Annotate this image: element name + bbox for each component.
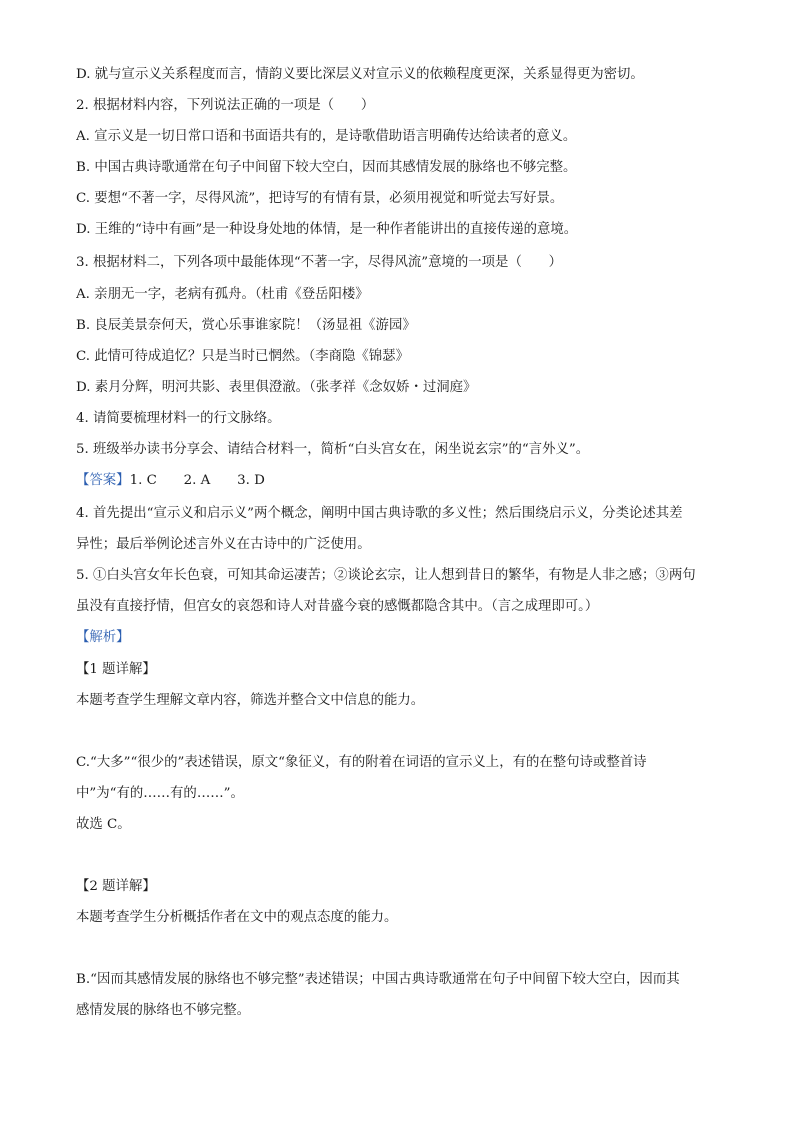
option-2b: B. 中国古典诗歌通常在句子中间留下较大空白，因而其感情发展的脉络也不够完整。	[76, 160, 577, 175]
question-2: 2. 根据材料内容，下列说法正确的一项是（ ）	[76, 98, 375, 113]
detail-1-line-2: 中”为“有的……有的……”。	[76, 786, 244, 801]
answer-tag: 【答案】	[76, 473, 130, 488]
detail-1-line-1: C.“大多”“很少的”表述错误，原文“象征义，有的附着在词语的宣示义上，有的在整句诗或整首诗	[76, 755, 647, 770]
answer-5-line-2: 虽没有直接抒情，但宫女的哀怨和诗人对昔盛今衰的感慨都隐含其中。（言之成理即可。）	[76, 599, 599, 614]
detail-1-intro: 本题考查学生理解文章内容，筛选并整合文中信息的能力。	[76, 693, 425, 708]
answer-4-line-2: 异性；最后举例论述言外义在古诗中的广泛使用。	[76, 537, 371, 552]
question-3: 3. 根据材料二，下列各项中最能体现“不著一字，尽得风流”意境的一项是（ ）	[76, 255, 563, 270]
question-5: 5. 班级举办读书分享会、请结合材料一，简析“白头宫女在，闲坐说玄宗”的“言外义”。	[76, 442, 590, 457]
option-2d: D. 王维的“诗中有画”是一种设身处地的体情，是一种作者能讲出的直接传递的意境。	[76, 222, 578, 237]
detail-2-heading: 【2 题详解】	[76, 879, 156, 894]
option-3a: A. 亲朋无一字，老病有孤舟。（杜甫《登岳阳楼》	[76, 287, 369, 302]
option-2a: A. 宣示义是一切日常口语和书面语共有的，是诗歌借助语言明确传达给读者的意义。	[76, 129, 577, 144]
answer-4-line-1: 4. 首先提出“宣示义和启示义”两个概念，阐明中国古典诗歌的多义性；然后围绕启示义，分类论述其差	[76, 506, 683, 521]
detail-2-line-1: B.“因而其感情发展的脉络也不够完整”表述错误；中国古典诗歌通常在句子中间留下较大空白，因而其	[76, 972, 680, 987]
option-2c: C. 要想“不著一字，尽得风流”，把诗写的有情有景，必须用视觉和听觉去写好景。	[76, 191, 564, 206]
option-3c: C. 此情可待成追忆？只是当时已惘然。（李商隐《锦瑟》	[76, 349, 409, 364]
analysis-heading: 【解析】	[76, 630, 130, 645]
option-1d: D. 就与宣示义关系程度而言，情韵义要比深层义对宣示义的依赖程度更深，关系显得更为密切。	[76, 67, 644, 82]
detail-1-heading: 【1 题详解】	[76, 662, 156, 677]
answer-line	[76, 472, 726, 490]
option-3b: B. 良辰美景奈何天，赏心乐事谁家院！（汤显祖《游园》	[76, 318, 416, 333]
detail-1-conclusion: 故选 C。	[76, 817, 131, 832]
question-4: 4. 请简要梳理材料一的行文脉络。	[76, 411, 281, 426]
answer-5-line-1: 5. ①白头宫女年长色衰，可知其命运凄苦；②谈论玄宗，让人想到昔日的繁华，有物是人非之感；③两句	[76, 568, 696, 583]
detail-2-intro: 本题考查学生分析概括作者在文中的观点态度的能力。	[76, 910, 398, 925]
option-3d: D. 素月分辉，明河共影、表里俱澄澈。（张孝祥《念奴娇・过洞庭》	[76, 380, 477, 395]
detail-2-line-2: 感情发展的脉络也不够完整。	[76, 1003, 251, 1018]
answer-values: 1. C 2. A 3. D	[129, 473, 265, 488]
